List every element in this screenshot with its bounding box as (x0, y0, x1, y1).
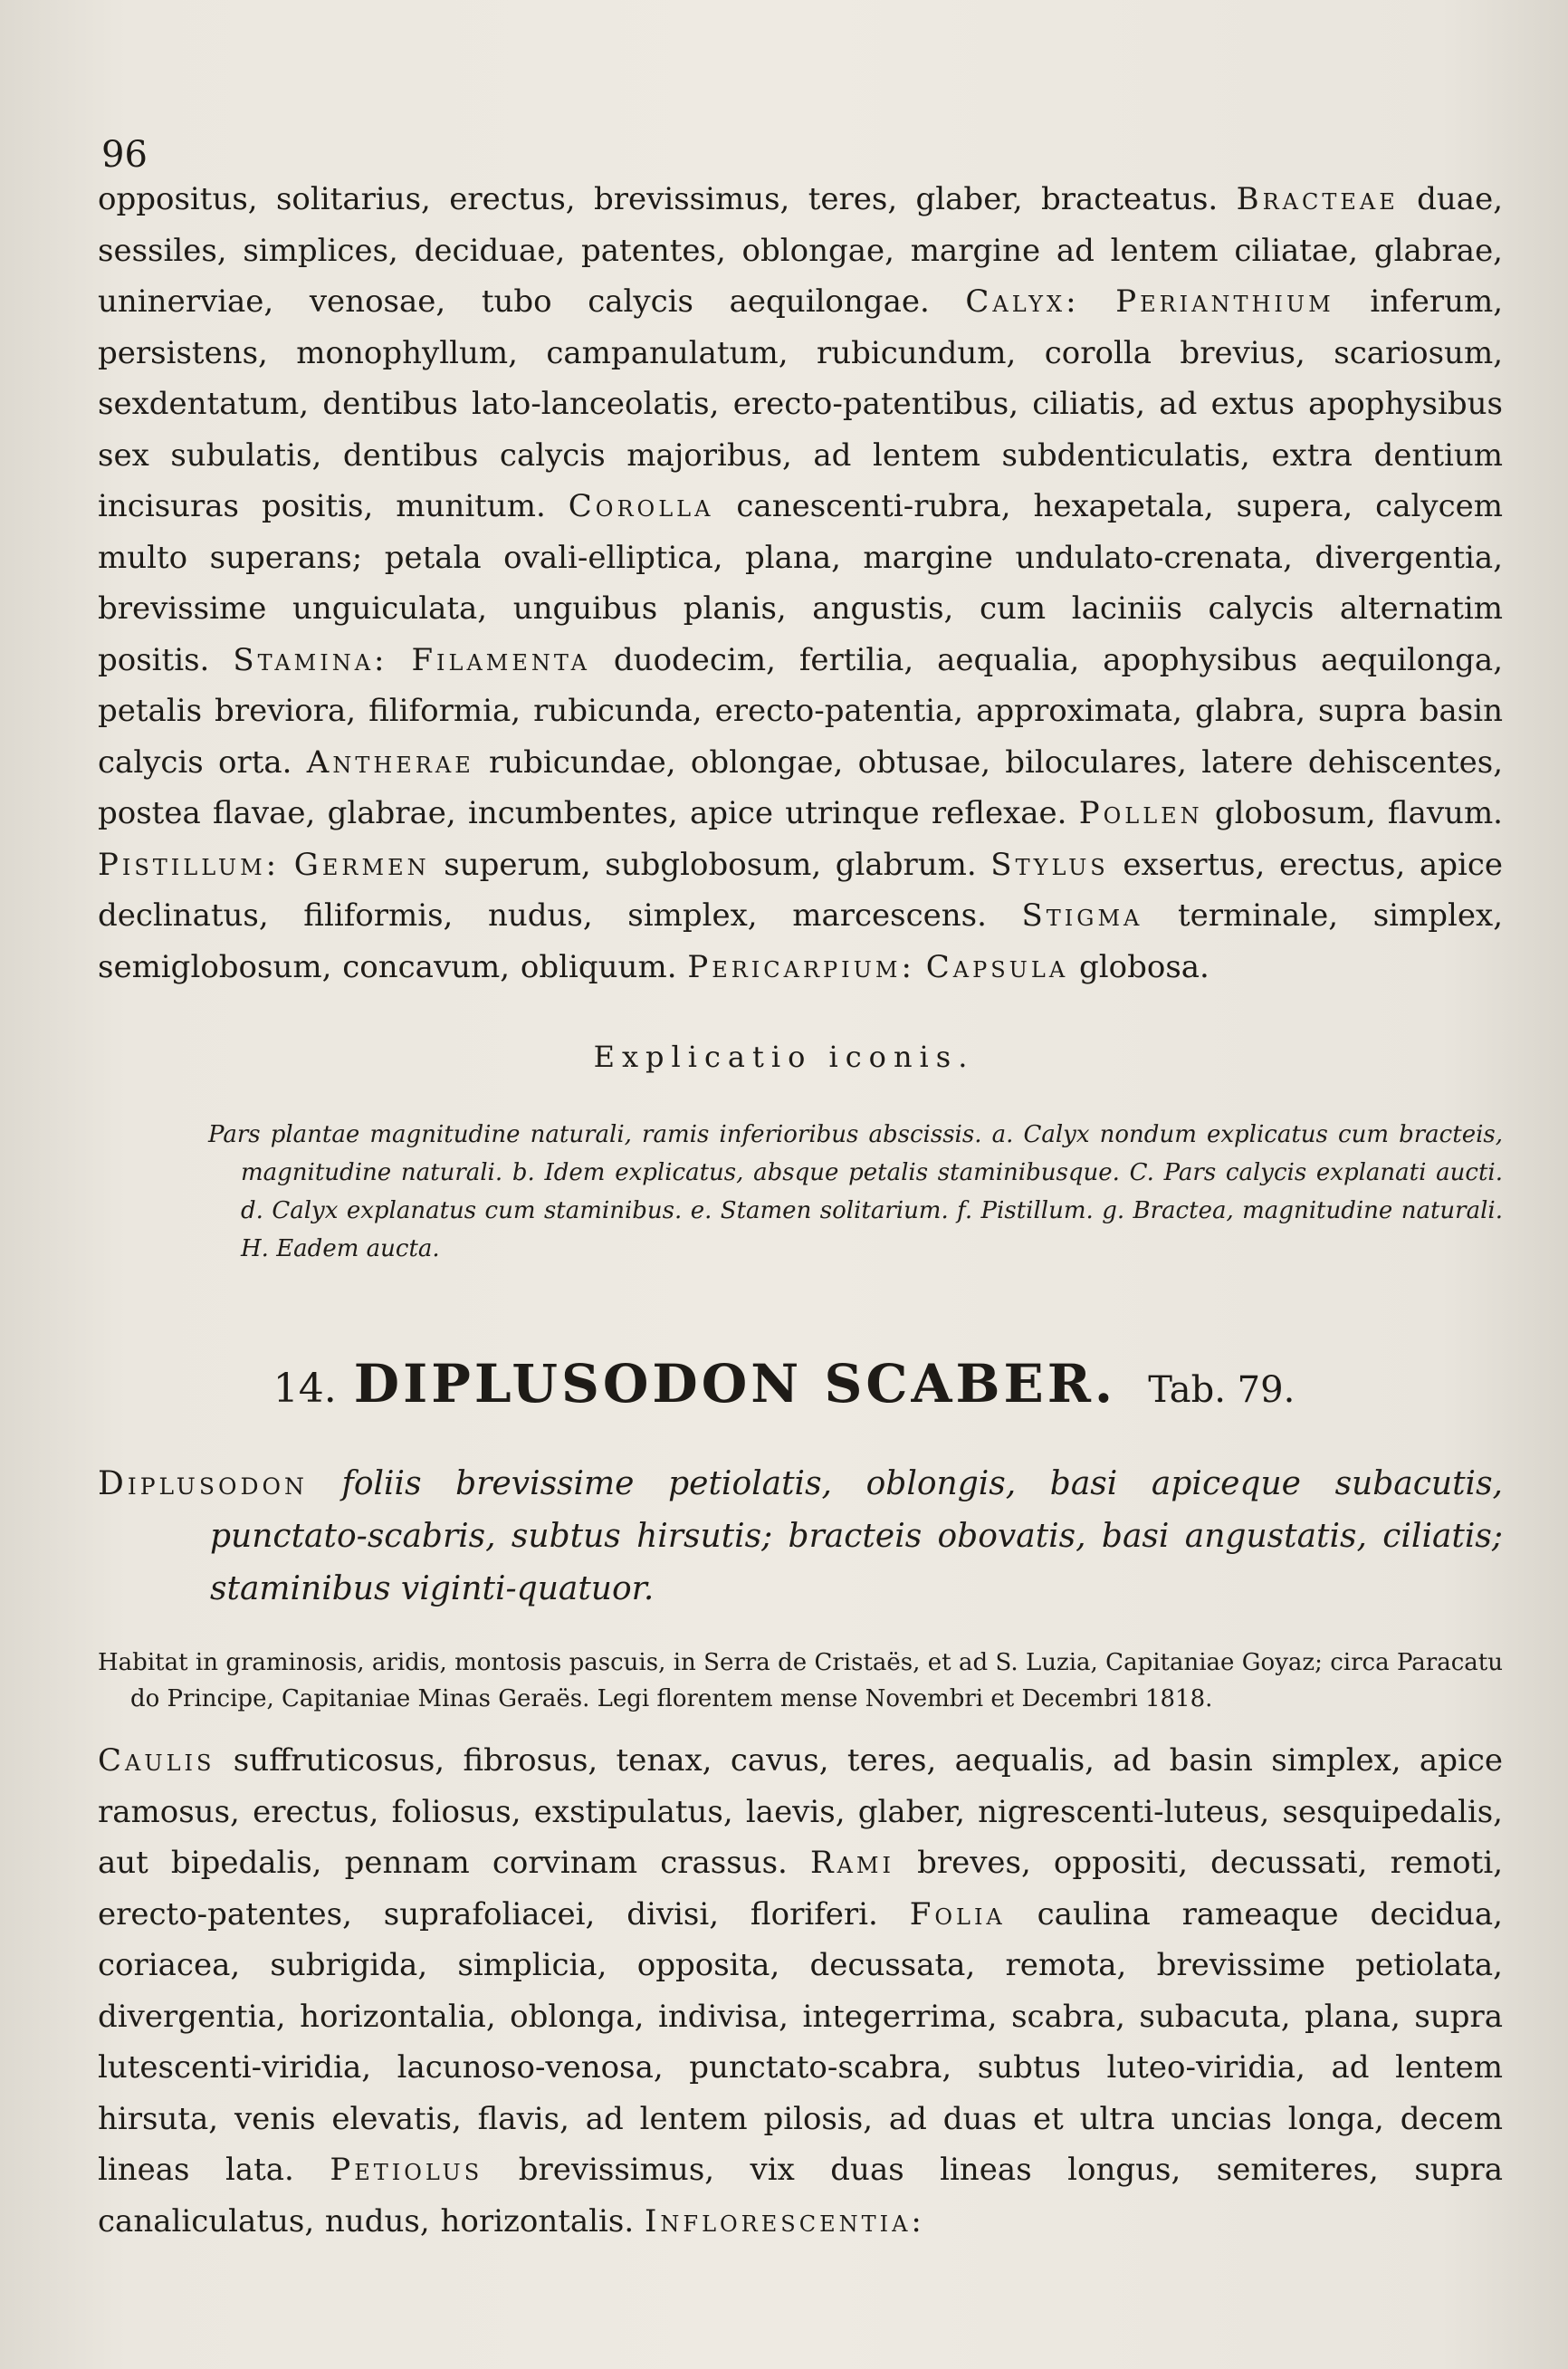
desc-text: inferum, persistens, monophyllum, campanulatum, rubicundum, corolla brevius, scariosum, sexdentatum, dentibus lato-lanceolatis, erecto-patentibus, ciliatis, ad extus apophysibus sex subulatis, dentibus calycis majoribus, ad lentem subdenticulatis, extra dentium incisuras positis, munitum. (98, 283, 1504, 524)
habitat-text: Habitat in graminosis, aridis, montosis pascuis, in Serra de Cristaës, et ad S. Luzia, Capitaniae Goyaz; circa Paracatu do Principe, Capitaniae Minas Geraës. Legi florentem mense Novembri et Decembri 1818. (98, 1649, 1503, 1712)
explicatio-text: Pars plantae magnitudine naturali, ramis inferioribus abscissis. a. Calyx nondum explicatus cum bracteis, magnitudine naturali. b. Idem explicatus, absque petalis staminibusque. C. Pars calycis explanati aucti. d. Calyx explanatus cum staminibus. e. Stamen solitarium. f. Pistillum. g. Bractea, magnitudine naturali. H. Eadem aucta. (208, 1121, 1503, 1262)
term-rami: Rami (809, 1845, 894, 1881)
species-heading (0, 1353, 1568, 1415)
explicatio-heading: Explicatio iconis. (593, 1040, 975, 1074)
term-pistillum: Pistillum: (98, 846, 281, 883)
desc-text: rubicundae, oblongae, obtusae, biloculares, latere dehiscentes, postea flavae, glabrae, incumbentes, apice utrinque reflexae. (98, 743, 1504, 831)
term-calyx: Calyx: (965, 283, 1080, 320)
desc-text: exsertus, erectus, apice declinatus, filiformis, nudus, simplex, marcescens. (98, 846, 1504, 934)
desc-text: terminale, simplex, semiglobosum, concavum, obliquum. (98, 897, 1503, 985)
term-stigma: Stigma (1021, 897, 1143, 934)
term-germen: Germen (293, 846, 430, 883)
desc-text: oppositus, solitarius, erectus, brevissimus, teres, glaber, bracteatus. (98, 181, 1219, 217)
species-description (98, 1735, 1503, 2247)
desc-text: superum, subglobosum, glabrum. (444, 846, 977, 883)
term-petiolus: Petiolus (330, 2152, 483, 2188)
plate-reference: Tab. 79. (1148, 1369, 1296, 1411)
species-diagnosis (98, 1458, 1503, 1616)
term-capsula: Capsula (925, 948, 1069, 985)
term-filamenta: Filamenta (411, 641, 590, 678)
species-number: 14. (272, 1366, 337, 1412)
desc-text: canescenti-rubra, hexapetala, supera, calycem multo superans; petala ovali-elliptica, plana, margine undulato-crenata, divergentia, brevissime unguiculata, unguibus planis, angustis, cum laciniis calycis alternatim positis. (98, 488, 1503, 678)
term-pollen: Pollen (1078, 795, 1203, 831)
species-name: DIPLUSODON SCABER. (353, 1353, 1117, 1415)
desc-text: duodecim, fertilia, aequalia, apophysibus aequilonga, petalis breviora, filiformia, rubicunda, erecto-patentia, approximata, glabra, supra basin calycis orta. (98, 641, 1504, 781)
term-corolla: Corolla (568, 488, 714, 524)
page-number: 96 (101, 134, 148, 176)
description-continued (98, 174, 1503, 993)
diagnosis-genus: Diplusodon (98, 1465, 308, 1502)
term-stamina: Stamina: (233, 641, 388, 678)
term-inflorescentia: Inflorescentia: (644, 2202, 925, 2240)
desc-text: globosum, flavum. (1214, 795, 1503, 831)
term-caulis: Caulis (98, 1742, 215, 1779)
term-perianthium: Perianthium (1115, 283, 1334, 320)
term-antherae: Antherae (306, 743, 474, 781)
desc-text: duae, sessiles, simplices, deciduae, patentes, oblongae, margine ad lentem ciliatae, glabrae, uninerviae, venosae, tubo calycis aequilongae. (98, 181, 1504, 320)
term-pericarpium: Pericarpium: (687, 948, 915, 985)
term-folia: Folia (909, 1895, 1006, 1933)
term-stylus: Stylus (990, 846, 1109, 883)
desc-text: breves, oppositi, decussati, remoti, erecto-patentes, suprafoliacei, divisi, floriferi. (98, 1845, 1504, 1933)
desc-text: globosa. (1078, 948, 1209, 985)
desc-text: suffruticosus, fibrosus, tenax, cavus, teres, aequalis, ad basin simplex, apice ramosus, erectus, foliosus, exstipulatus, laevis, glaber, nigrescenti-luteus, sesquipedalis, aut bipedalis, pennam corvinam crassus. (98, 1742, 1504, 1881)
desc-text: caulina rameaque decidua, coriacea, subrigida, simplicia, opposita, decussata, remota, brevissime petiolata, divergentia, horizontalia, oblonga, indivisa, integerrima, scabra, subacuta, plana, supra lutescenti-viridia, lacunoso-venosa, punctato-scabra, subtus luteo-viridia, ad lentem hirsuta, venis elevatis, flavis, ad lentem pilosis, ad duas et ultra uncias longa, decem lineas lata. (98, 1895, 1503, 2188)
desc-text: brevissimus, vix duas lineas longus, semiteres, supra canaliculatus, nudus, horizontalis. (98, 2152, 1503, 2240)
term-bracteae: Bracteae (1236, 181, 1399, 217)
diagnosis-text: foliis brevissime petiolatis, oblongis, basi apiceque subacutis, punctato-scabris, subtus hirsutis; bracteis obovatis, basi angustatis, ciliatis; staminibus viginti-quatuor. (210, 1465, 1503, 1607)
